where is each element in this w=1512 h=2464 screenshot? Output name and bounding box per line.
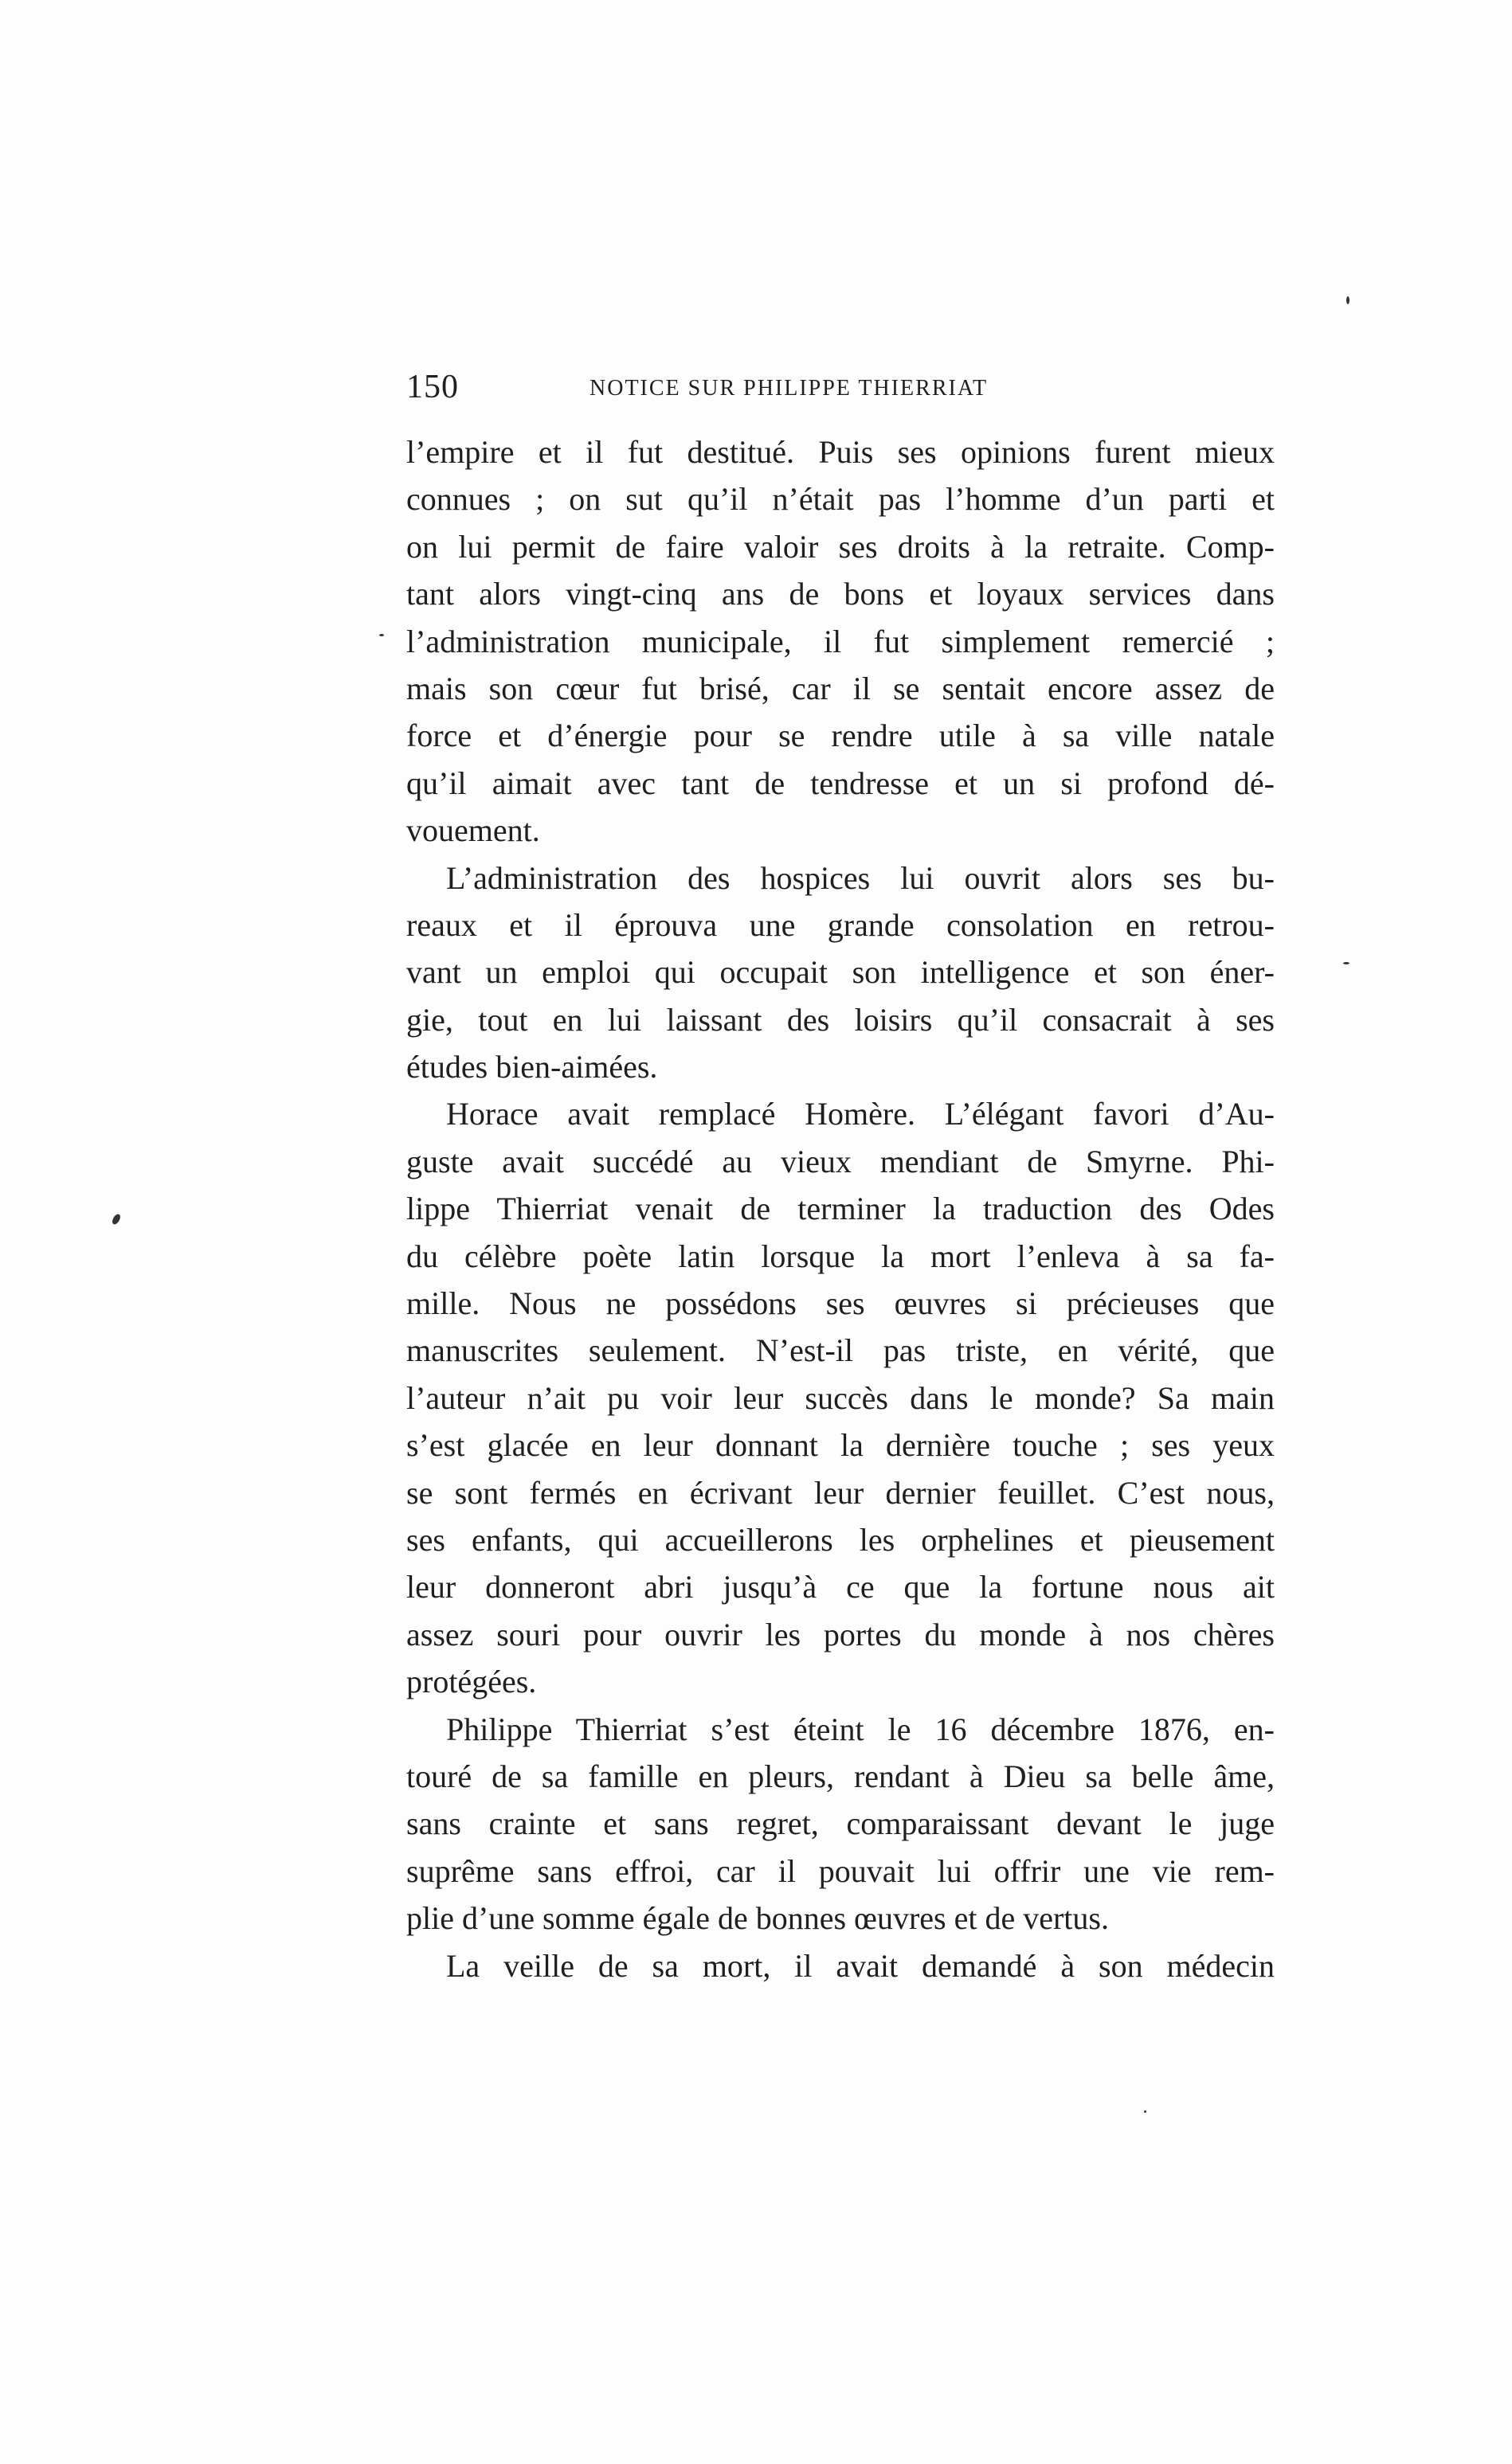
ink-speck [379,634,384,636]
text-line: L’administration des hospices lui ouvrit alors ses bu- [446,859,1275,896]
text-line: sans crainte et sans regret, comparaissant devant le juge [406,1805,1275,1842]
text-line: s’est glacée en leur donnant la dernière touche ; ses yeux [406,1427,1275,1464]
text-line: protégées. [406,1664,537,1700]
text-line: on lui permit de faire valoir ses droits à la retraite. Comp- [406,528,1275,565]
text-line: gie, tout en lui laissant des loisirs qu’il consacrait à ses [406,1001,1275,1038]
text-line: connues ; on sut qu’il n’était pas l’homme d’un parti et [406,481,1275,518]
text-line: l’administration municipale, il fut simplement remercié ; [406,623,1275,659]
running-head: NOTICE SUR PHILIPPE THIERRIAT [590,376,989,401]
text-line: assez souri pour ouvrir les portes du monde à nos chères [406,1616,1275,1652]
text-line: suprême sans effroi, car il pouvait lui offrir une vie rem- [406,1852,1275,1889]
ink-speck [1144,2110,1146,2113]
text-line: tant alors vingt-cinq ans de bons et loyaux services dans [406,576,1275,612]
text-line: touré de sa famille en pleurs, rendant à Dieu sa belle âme, [406,1758,1275,1794]
text-line: Philippe Thierriat s’est éteint le 16 décembre 1876, en- [446,1711,1275,1747]
text-line: mille. Nous ne possédons ses œuvres si précieuses que [406,1285,1275,1322]
text-line: plie d’une somme égale de bonnes œuvres et de vertus. [406,1900,1109,1937]
text-line: du célèbre poète latin lorsque la mort l’enleva à sa fa- [406,1238,1275,1274]
text-line: guste avait succédé au vieux mendiant de Smyrne. Phi- [406,1143,1275,1179]
text-line: l’empire et il fut destitué. Puis ses opinions furent mieux [406,434,1275,470]
text-line: reaux et il éprouva une grande consolation en retrou- [406,906,1275,943]
text-line: qu’il aimait avec tant de tendresse et un si profond dé- [406,765,1275,801]
text-line: La veille de sa mort, il avait demandé à son médecin [446,1947,1275,1984]
text-line: mais son cœur fut brisé, car il se sentait encore assez de [406,670,1275,706]
text-line: vouement. [406,812,540,849]
text-line: Horace avait remplacé Homère. L’élégant favori d’Au- [446,1096,1275,1132]
page-header [406,368,1283,416]
text-line: se sont fermés en écrivant leur dernier feuillet. C’est nous, [406,1474,1275,1511]
body-text [406,428,1275,1989]
ink-speck [1346,296,1349,304]
text-line: études bien-aimées. [406,1049,658,1085]
text-line: ses enfants, qui accueillerons les orphelines et pieusement [406,1521,1275,1558]
text-line: leur donneront abri jusqu’à ce que la fortune nous ait [406,1569,1275,1606]
page-number: 150 [406,369,459,405]
text-line: manuscrites seulement. N’est-il pas triste, en vérité, que [406,1332,1275,1369]
ink-speck [1343,962,1349,964]
ink-speck [111,1213,122,1226]
text-line: lippe Thierriat venait de terminer la traduction des Odes [406,1191,1275,1227]
text-line: force et d’énergie pour se rendre utile à sa ville natale [406,718,1275,754]
text-line: l’auteur n’ait pu voir leur succès dans le monde? Sa main [406,1379,1275,1416]
text-line: vant un emploi qui occupait son intelligence et son éner- [406,954,1275,991]
